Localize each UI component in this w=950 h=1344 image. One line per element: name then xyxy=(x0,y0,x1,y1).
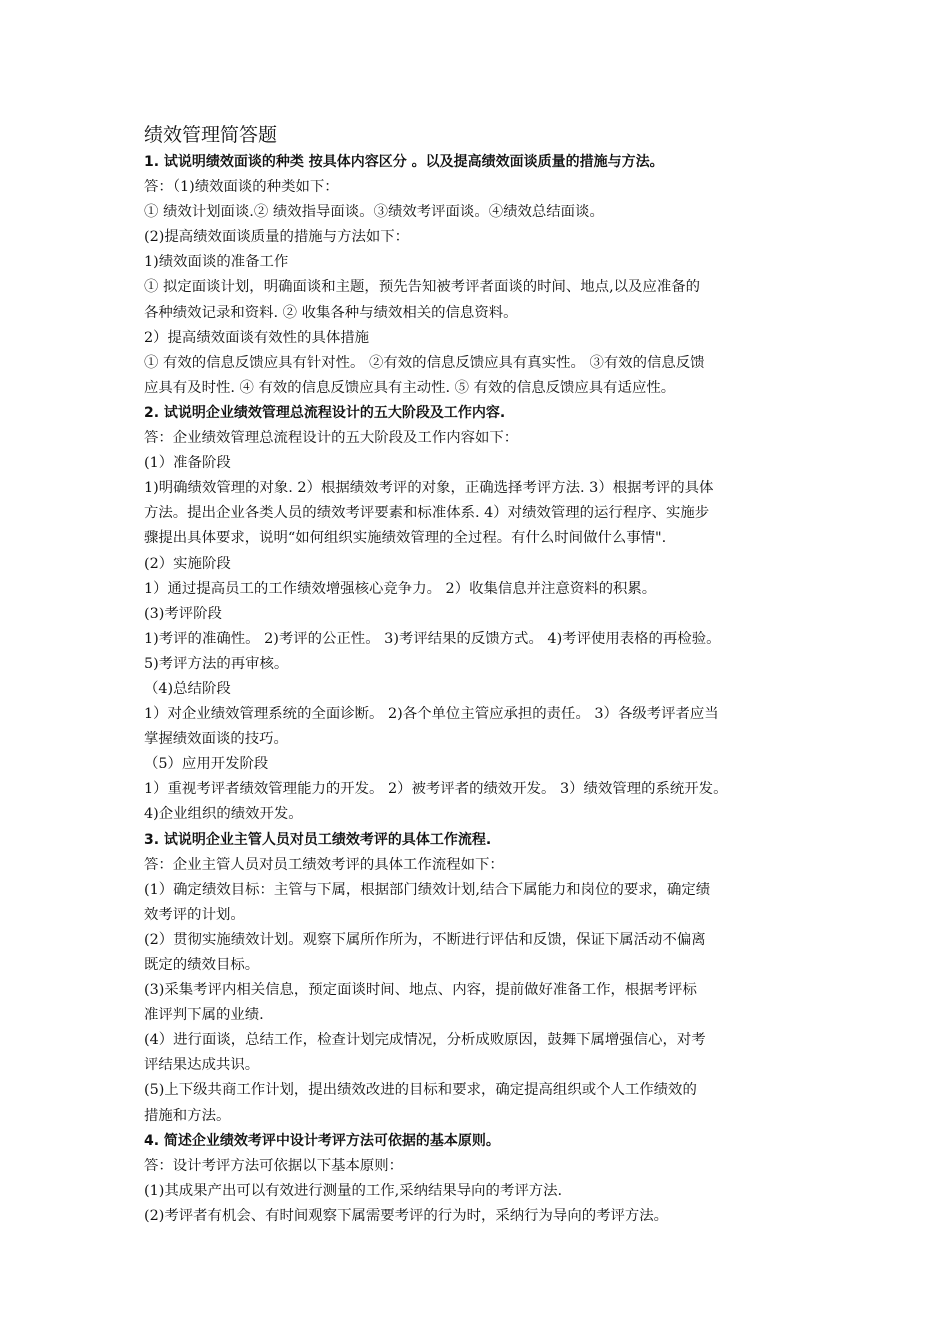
text-line: (1）准备阶段 xyxy=(144,455,231,472)
text-line: (3)采集考评内相关信息，预定面谈时间、地点、内容，提前做好准备工作，根据考评标 xyxy=(144,982,697,999)
text-line: 答：（1)绩效面谈的种类如下： xyxy=(144,179,339,196)
text-line: (1）确定绩效目标：主管与下属，根据部门绩效计划,结合下属能力和岗位的要求，确定绩 xyxy=(144,881,711,898)
text-line: 准评判下属的业绩. xyxy=(144,1007,264,1024)
question-heading: 1. 试说明绩效面谈的种类 按具体内容区分 。以及提高绩效面谈质量的措施与方法。 xyxy=(144,154,664,170)
text-line: 1）对企业绩效管理系统的全面诊断。 2)各个单位主管应承担的责任。 3）各级考评者应当 xyxy=(144,706,719,723)
text-line: 2）提高绩效面谈有效性的具体措施 xyxy=(144,329,370,346)
question-heading: 4. 简述企业绩效考评中设计考评方法可依据的基本原则。 xyxy=(144,1132,500,1149)
text-line: 1)考评的准确性。 2)考评的公正性。 3)考评结果的反馈方式。 4)考评使用表格的再检验。 xyxy=(144,630,721,647)
text-line: 4)企业组织的绩效开发。 xyxy=(144,806,303,823)
document-title: 绩效管理简答题 xyxy=(144,124,278,146)
text-line: 掌握绩效面谈的技巧。 xyxy=(144,731,288,748)
document-body xyxy=(144,150,824,1229)
text-line: (5)上下级共商工作计划，提出绩效改进的目标和要求，确定提高组织或个人工作绩效的 xyxy=(144,1082,697,1099)
text-line: ① 绩效计划面谈.② 绩效指导面谈。③绩效考评面谈。④绩效总结面谈。 xyxy=(144,204,604,221)
text-line: 效考评的计划。 xyxy=(144,906,245,923)
text-line: (1)其成果产出可以有效进行测量的工作,采纳结果导向的考评方法. xyxy=(144,1182,563,1199)
text-line: (2)提高绩效面谈质量的措施与方法如下： xyxy=(144,229,410,246)
text-line: 答：企业主管人员对员工绩效考评的具体工作流程如下： xyxy=(144,856,504,873)
text-line: （4)总结阶段 xyxy=(144,680,231,697)
question-heading: 2. 试说明企业绩效管理总流程设计的五大阶段及工作内容. xyxy=(144,404,506,421)
text-line: 评结果达成共识。 xyxy=(144,1057,260,1074)
text-line: 应具有及时性. ④ 有效的信息反馈应具有主动性. ⑤ 有效的信息反馈应具有适应性。 xyxy=(144,379,676,396)
question-heading: 3. 试说明企业主管人员对员工绩效考评的具体工作流程. xyxy=(144,831,492,848)
text-line: （5）应用开发阶段 xyxy=(144,756,269,773)
text-line: 1）重视考评者绩效管理能力的开发。 2）被考评者的绩效开发。 3）绩效管理的系统开发。 xyxy=(144,781,728,798)
text-line: (2）贯彻实施绩效计划。观察下属所作所为，不断进行评估和反馈，保证下属活动不偏离 xyxy=(144,931,706,948)
document-page xyxy=(144,120,824,1229)
text-line: (2）实施阶段 xyxy=(144,555,231,572)
text-line: 措施和方法。 xyxy=(144,1107,231,1124)
text-line: (3)考评阶段 xyxy=(144,605,222,622)
text-line: 5)考评方法的再审核。 xyxy=(144,655,289,672)
text-line: 各种绩效记录和资料. ② 收集各种与绩效相关的信息资料。 xyxy=(144,304,518,321)
text-line: 1)明确绩效管理的对象. 2）根据绩效考评的对象，正确选择考评方法. 3）根据考评的具体 xyxy=(144,480,714,497)
text-line: 方法。提出企业各类人员的绩效考评要素和标准体系. 4）对绩效管理的运行程序、实施步 xyxy=(144,505,710,522)
text-line: 1)绩效面谈的准备工作 xyxy=(144,254,289,271)
text-line: 既定的绩效目标。 xyxy=(144,957,260,973)
text-line: ① 有效的信息反馈应具有针对性。 ②有效的信息反馈应具有真实性。 ③有效的信息反馈 xyxy=(144,354,705,371)
text-line: 1）通过提高员工的工作绩效增强核心竞争力。 2）收集信息并注意资料的积累。 xyxy=(144,580,657,597)
text-line: 答：企业绩效管理总流程设计的五大阶段及工作内容如下： xyxy=(144,430,519,447)
text-line: (2)考评者有机会、有时间观察下属需要考评的行为时，采纳行为导向的考评方法。 xyxy=(144,1207,669,1224)
text-line: 骤提出具体要求，说明“如何组织实施绩效管理的全过程。有什么时间做什么事情". xyxy=(144,530,667,547)
text-line: (4）进行面谈，总结工作，检查计划完成情况，分析成败原因，鼓舞下属增强信心，对考 xyxy=(144,1032,706,1049)
text-line: ① 拟定面谈计划，明确面谈和主题，预先告知被考评者面谈的时间、地点,以及应准备的 xyxy=(144,279,700,296)
text-line: 答：设计考评方法可依据以下基本原则： xyxy=(144,1157,404,1174)
